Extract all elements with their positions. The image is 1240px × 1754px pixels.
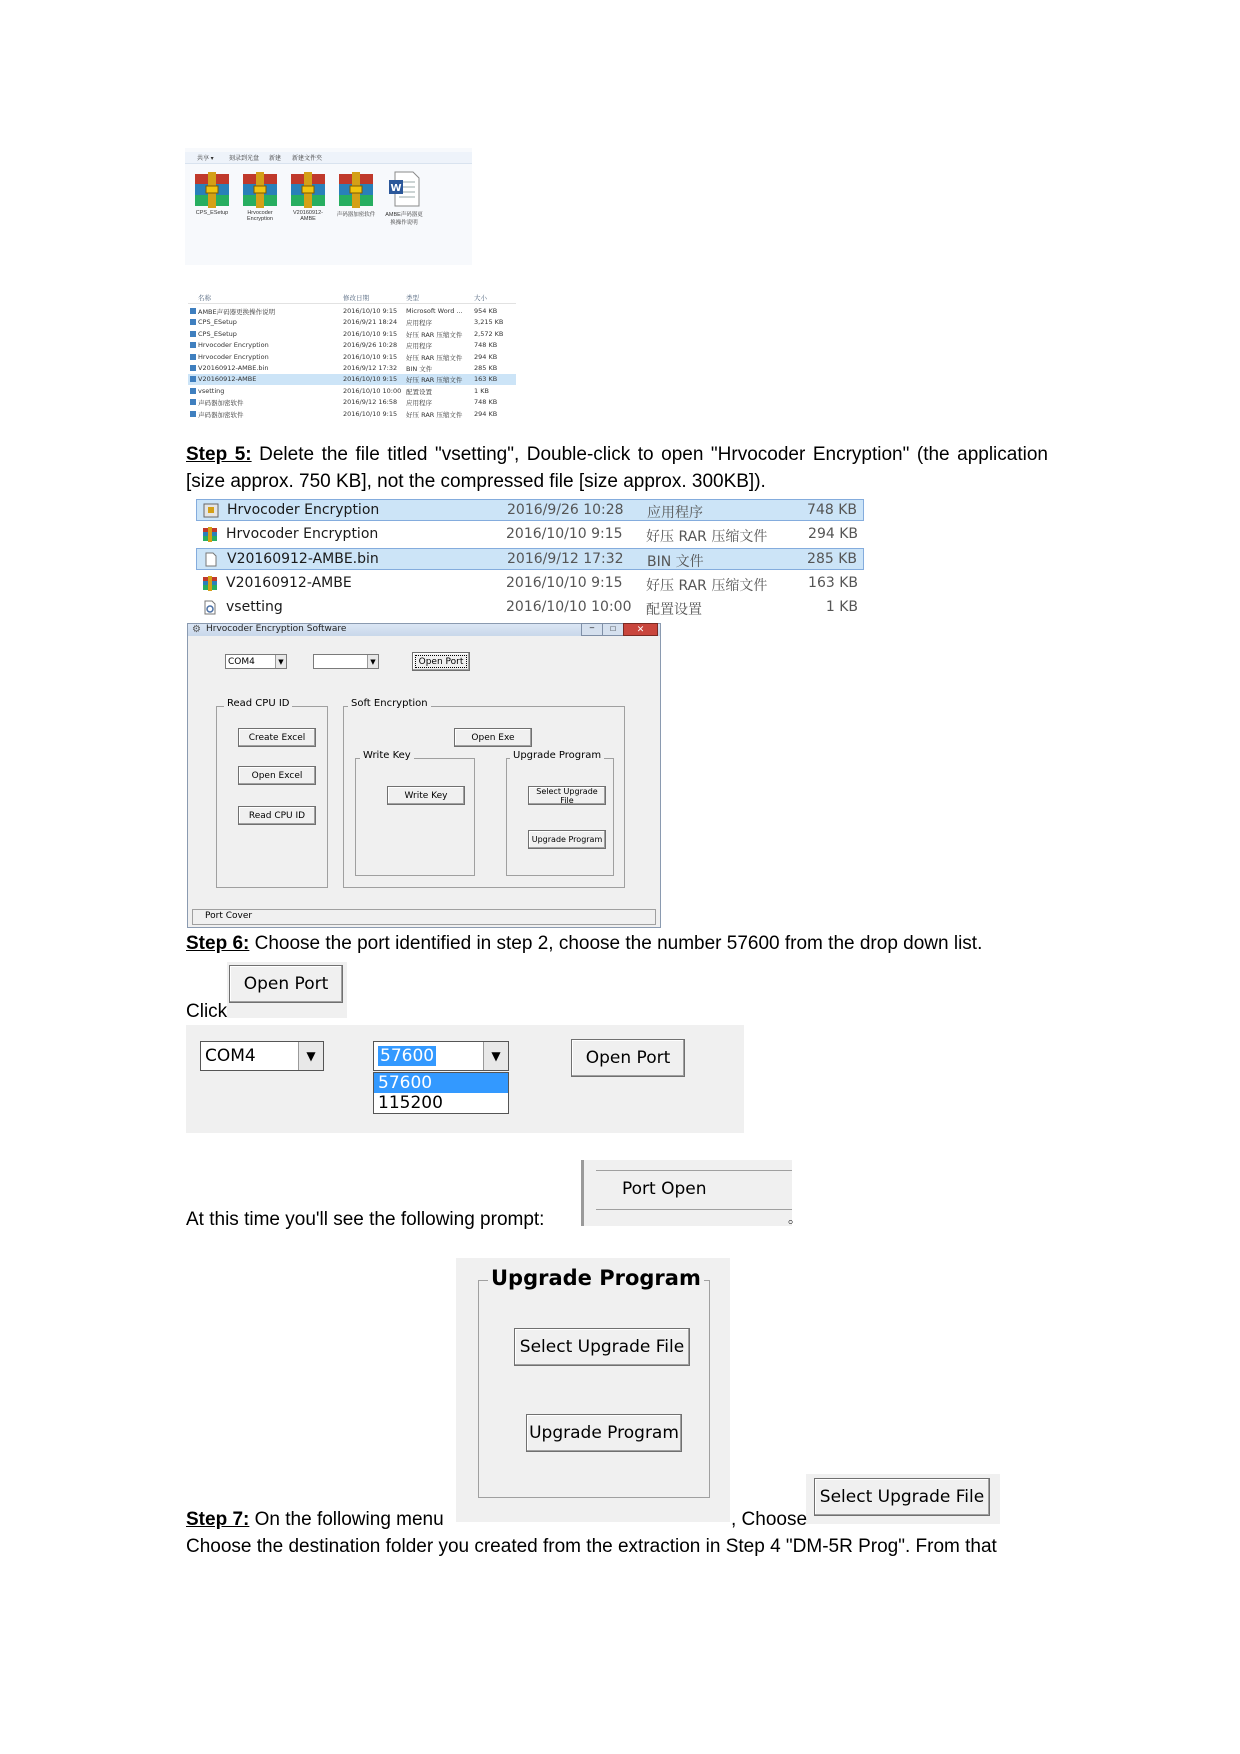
list-item-name: CPS_ESetup: [198, 329, 237, 338]
list-item-date: 2016/10/10 9:15: [343, 375, 398, 384]
list-item[interactable]: [188, 363, 516, 374]
rar-archive-icon: [241, 172, 279, 208]
open-exe-button[interactable]: Open Exe: [454, 728, 532, 747]
port-settings-zoom-screenshot: [186, 1025, 744, 1133]
list-item-name: Hrvocoder Encryption: [226, 525, 379, 542]
list-item-type: 应用程序: [406, 342, 432, 351]
list-item-name: Hrvocoder Encryption: [198, 352, 269, 361]
file-tile-label: 声码器加密软件: [336, 212, 376, 218]
file-tile-cps-esetup[interactable]: [191, 172, 233, 232]
list-item[interactable]: [188, 374, 516, 385]
chevron-down-icon[interactable]: ▼: [483, 1042, 508, 1070]
file-tile-label: AMBE声码器更换操作说明: [385, 212, 423, 226]
create-excel-button[interactable]: Create Excel: [238, 728, 316, 747]
file-icon: [190, 399, 196, 405]
header-date[interactable]: 修改日期: [343, 295, 369, 302]
list-item-name: V20160912-AMBE: [198, 375, 257, 384]
com-port-select[interactable]: [225, 654, 287, 669]
list-item-name: Hrvocoder Encryption: [227, 502, 380, 518]
file-tile-label: CPS_ESetup: [195, 210, 229, 216]
list-item[interactable]: [188, 397, 516, 408]
list-item-size: 748 KB: [474, 398, 498, 407]
file-icon: [190, 308, 196, 314]
upgrade-program-group-title: Upgrade Program: [488, 1266, 704, 1290]
list-item[interactable]: [188, 340, 516, 351]
list-item-date: 2016/9/12 16:58: [343, 398, 398, 407]
list-item-type: 配置设置: [406, 387, 432, 396]
chevron-down-icon[interactable]: ▼: [367, 655, 378, 668]
explorer-toolbar: [185, 152, 472, 164]
list-item[interactable]: [196, 548, 864, 570]
step6-text: Choose the port identified in step 2, choose the number 57600 from the drop down list.: [249, 933, 983, 954]
list-item-date: 2016/10/10 9:15: [506, 525, 623, 542]
prompt-text: At this time you'll see the following prompt:: [186, 1209, 545, 1230]
list-item-date: 2016/9/12 17:32: [343, 364, 398, 372]
list-item-type: 应用程序: [647, 505, 703, 521]
baud-rate-dropdown-list: [373, 1072, 509, 1114]
rar-archive-icon: [193, 172, 231, 208]
click-label: Click: [186, 1001, 228, 1022]
list-item[interactable]: [188, 352, 516, 363]
chevron-down-icon[interactable]: ▼: [298, 1042, 323, 1070]
step7-label: Step 7:: [186, 1509, 250, 1530]
upgrade-program-button-zoom[interactable]: Upgrade Program: [526, 1414, 682, 1452]
list-item-date: 2016/10/10 9:15: [343, 307, 398, 315]
file-icon: [190, 319, 196, 325]
list-item-date: 2016/9/21 18:24: [343, 318, 398, 327]
list-item-name: V20160912-AMBE.bin: [227, 551, 379, 567]
close-button[interactable]: ✕: [623, 623, 658, 636]
list-item-type: 好压 RAR 压缩文件: [406, 376, 463, 385]
application-icon: [203, 503, 219, 518]
list-item[interactable]: [188, 317, 516, 328]
upgrade-program-group-zoom: [478, 1280, 710, 1498]
step6-label: Step 6:: [186, 933, 250, 954]
baud-rate-value: 57600: [380, 1046, 435, 1066]
list-item-size: 954 KB: [474, 307, 498, 315]
file-icon: [190, 365, 196, 371]
open-excel-button[interactable]: Open Excel: [238, 766, 316, 785]
list-item-date: 2016/10/10 9:15: [343, 329, 398, 338]
list-item-date: 2016/10/10 10:00: [343, 386, 402, 395]
list-item-name: Hrvocoder Encryption: [198, 341, 269, 350]
rar-archive-icon: [289, 172, 327, 208]
file-tile-vocoder-software[interactable]: [335, 172, 377, 232]
status-text: Port Cover: [205, 911, 253, 921]
step5-label: Step 5:: [186, 444, 252, 465]
toolbar-item-new-folder[interactable]: 新建文件夹: [292, 156, 323, 162]
list-item-name: AMBE声码器更换操作说明: [198, 308, 276, 316]
write-key-group: [355, 758, 475, 876]
read-cpu-id-group-title: Read CPU ID: [224, 698, 292, 709]
list-item-type: 应用程序: [406, 399, 432, 408]
list-item-type: 应用程序: [406, 319, 432, 328]
list-item-size: 748 KB: [807, 502, 857, 518]
list-item-size: 294 KB: [474, 409, 498, 418]
status-bar: [192, 909, 656, 925]
rar-archive-icon: [202, 527, 218, 542]
step7-text: On the following menu: [249, 1509, 444, 1530]
list-item-name: V20160912-AMBE: [226, 574, 352, 591]
file-tile-hrvocoder[interactable]: [239, 172, 281, 232]
header-size[interactable]: 大小: [474, 295, 487, 302]
com-port-value: COM4: [228, 656, 255, 667]
dropdown-option[interactable]: 57600: [374, 1073, 508, 1093]
toolbar-item-share[interactable]: 共享 ▾: [197, 156, 214, 162]
step5-text: Delete the file titled "vsetting", Double-click to open "Hrvocoder Encryption" (the application [size approx. 750 KB], not the compressed file [size approx. 300KB]).: [186, 444, 1048, 492]
explorer-icon-view-screenshot: [185, 148, 472, 265]
settings-file-icon: [202, 600, 218, 615]
file-tile-label: Hrvocoder Encryption: [247, 210, 273, 222]
soft-encryption-group-title: Soft Encryption: [348, 698, 431, 709]
list-item-date: 2016/9/12 17:32: [507, 551, 624, 567]
list-item-date: 2016/10/10 9:15: [343, 352, 398, 361]
list-item-size: 294 KB: [808, 525, 858, 542]
open-port-inline-screenshot: [227, 962, 347, 1018]
open-port-button[interactable]: Open Port: [412, 652, 470, 671]
list-item-size: 1 KB: [474, 386, 489, 395]
list-item-type: BIN 文件: [406, 365, 433, 373]
file-icon: [190, 331, 196, 337]
baud-rate-select-zoom[interactable]: [373, 1041, 509, 1071]
file-icon: [190, 411, 196, 417]
file-icon: [190, 388, 196, 394]
step6-paragraph: [186, 930, 1066, 957]
open-port-button-zoom[interactable]: Open Port: [571, 1039, 685, 1077]
file-icon: [190, 342, 196, 348]
file-tile-ambe[interactable]: [287, 172, 329, 232]
window-titlebar[interactable]: [188, 624, 660, 636]
list-item-size: 163 KB: [474, 375, 498, 384]
list-item-name: vsetting: [198, 386, 225, 395]
toolbar-item-burn[interactable]: 刻录到光盘: [229, 156, 260, 162]
port-status-panel: [596, 1170, 792, 1210]
upgrade-program-group-title: Upgrade Program: [510, 750, 604, 761]
list-item[interactable]: [196, 499, 864, 521]
read-cpu-id-button[interactable]: Read CPU ID: [238, 806, 316, 825]
list-item-date: 2016/9/26 10:28: [343, 341, 398, 350]
step7-line1: [186, 1506, 444, 1533]
list-item-type: BIN 文件: [647, 554, 704, 570]
step7-line2: Choose the destination folder you created from the extraction in Step 4 "DM-5R Prog". From that: [186, 1536, 997, 1557]
list-item-date: 2016/10/10 9:15: [506, 574, 623, 591]
app-icon: ⚙: [192, 624, 201, 635]
list-item-size: 285 KB: [807, 551, 857, 567]
list-item-name: 声码器加密软件: [198, 399, 244, 408]
list-item-size: 163 KB: [808, 574, 858, 591]
maximize-button[interactable]: □: [602, 623, 624, 636]
list-item-type: 好压 RAR 压缩文件: [646, 577, 768, 594]
window-title: Hrvocoder Encryption Software: [206, 624, 347, 634]
list-item-type: 好压 RAR 压缩文件: [406, 330, 463, 339]
select-upgrade-file-inline-button[interactable]: Select Upgrade File: [814, 1478, 990, 1516]
rar-archive-icon: [337, 172, 375, 208]
dropdown-option[interactable]: 115200: [378, 1093, 443, 1113]
list-item[interactable]: [188, 409, 516, 420]
list-item-size: 1 KB: [825, 599, 858, 615]
list-item-size: 294 KB: [474, 352, 498, 361]
minimize-button[interactable]: –: [581, 623, 603, 636]
list-item[interactable]: [188, 386, 516, 397]
step5-paragraph: [186, 441, 1048, 495]
rar-archive-icon: [202, 576, 218, 591]
port-status-screenshot: [581, 1160, 792, 1226]
list-item-type: Microsoft Word ...: [406, 307, 463, 315]
list-item-size: 3,215 KB: [474, 318, 504, 327]
list-header: [188, 292, 516, 304]
port-status-text: Port Open: [622, 1179, 707, 1199]
open-port-inline-button[interactable]: Open Port: [229, 965, 343, 1003]
list-item[interactable]: [196, 597, 864, 619]
list-item-type: 好压 RAR 压缩文件: [406, 353, 463, 362]
blank-file-icon: [203, 552, 219, 567]
header-type[interactable]: 类型: [406, 295, 419, 302]
list-item-type: 好压 RAR 压缩文件: [646, 528, 768, 545]
file-icon: [190, 354, 196, 360]
explorer-detail-list-small: [188, 292, 516, 427]
select-upgrade-file-inline-screenshot: [806, 1474, 1000, 1524]
encryption-window: [187, 623, 661, 928]
baud-rate-select[interactable]: [313, 654, 379, 669]
word-document-icon: [387, 170, 421, 208]
upgrade-program-group: [506, 758, 614, 876]
step7-choose: , Choose: [731, 1509, 808, 1530]
list-item-size: 2,572 KB: [474, 329, 504, 338]
upgrade-program-button[interactable]: Upgrade Program: [528, 830, 606, 849]
chevron-down-icon[interactable]: ▼: [275, 655, 286, 668]
list-item-type: 配置设置: [646, 602, 702, 618]
list-item[interactable]: [196, 573, 864, 595]
list-item-date: 2016/9/26 10:28: [507, 502, 624, 518]
list-item-name: CPS_ESetup: [198, 318, 237, 327]
list-item-name: V20160912-AMBE.bin: [198, 364, 269, 372]
file-tile-label: V20160912-AMBE: [293, 210, 323, 222]
list-item[interactable]: [188, 306, 516, 317]
list-item[interactable]: [196, 524, 864, 546]
list-item-name: 声码器加密软件: [198, 410, 244, 419]
list-item-type: 好压 RAR 压缩文件: [406, 410, 463, 419]
upgrade-program-zoom-screenshot: [456, 1258, 730, 1522]
header-name[interactable]: 名称: [198, 295, 211, 302]
explorer-detail-list-large: [186, 497, 920, 621]
write-key-button[interactable]: Write Key: [387, 786, 465, 805]
file-icon: [190, 376, 196, 382]
list-item-name: vsetting: [226, 599, 283, 615]
svg-text:W: W: [390, 183, 402, 194]
select-upgrade-file-button-zoom[interactable]: Select Upgrade File: [514, 1328, 690, 1366]
list-item[interactable]: [188, 329, 516, 340]
list-item-date: 2016/10/10 9:15: [343, 409, 398, 418]
list-item-date: 2016/10/10 10:00: [506, 599, 632, 615]
list-item-size: 285 KB: [474, 364, 498, 372]
write-key-group-title: Write Key: [360, 750, 414, 761]
com-port-select-zoom[interactable]: [200, 1041, 324, 1071]
toolbar-item-new[interactable]: 新建: [269, 156, 282, 162]
prompt-trailing: 。: [788, 1210, 802, 1226]
select-upgrade-file-button[interactable]: Select Upgrade File: [528, 786, 606, 805]
file-tile-ambe-doc[interactable]: [383, 172, 425, 232]
list-item-size: 748 KB: [474, 341, 498, 350]
com-port-value: COM4: [205, 1046, 256, 1066]
